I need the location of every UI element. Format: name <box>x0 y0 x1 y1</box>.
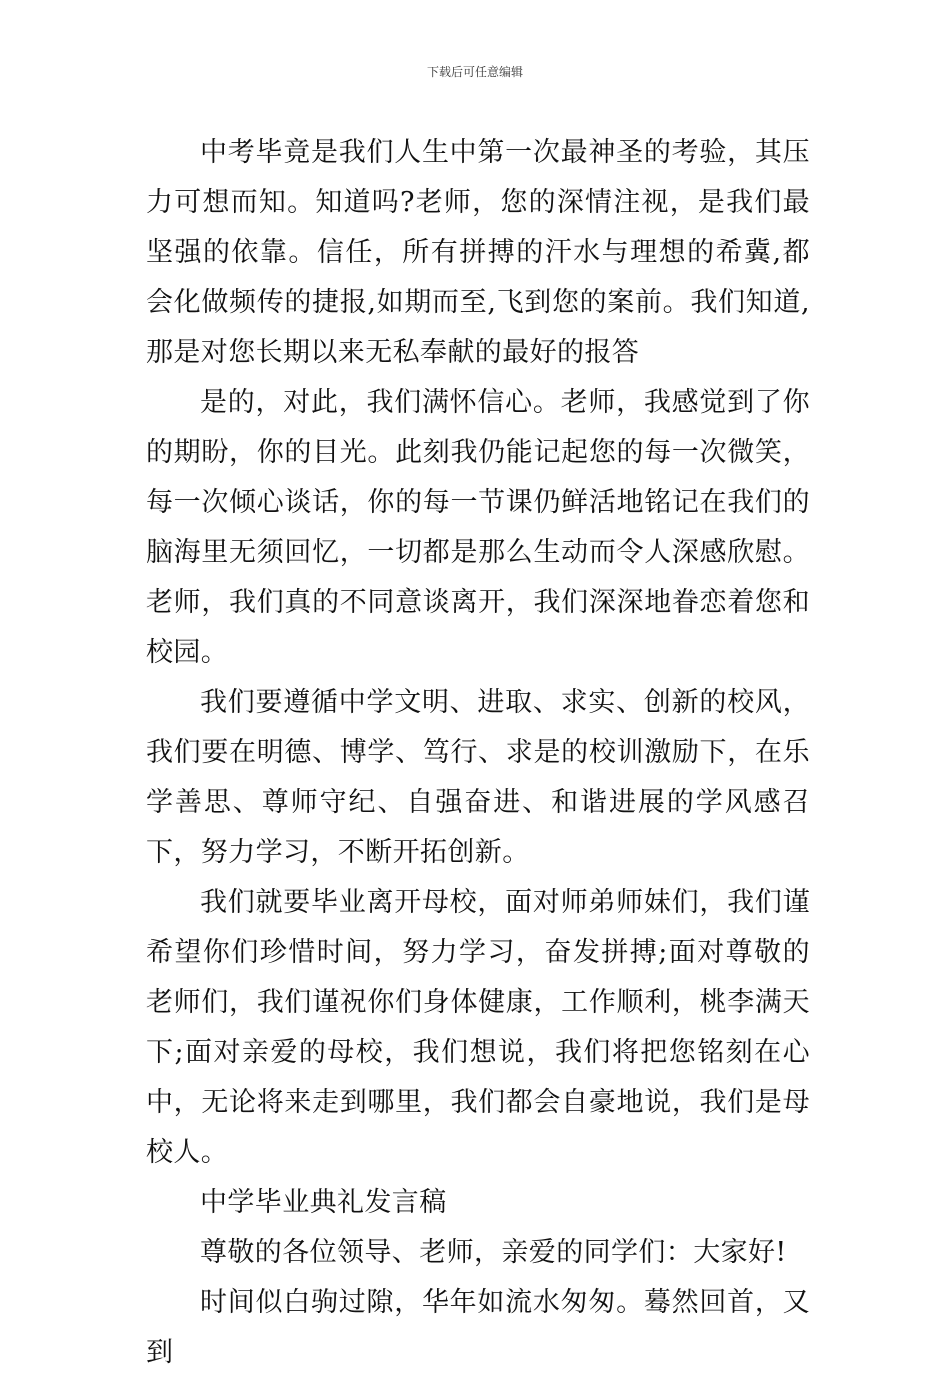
page-header: 下载后可任意编辑 <box>426 65 523 79</box>
paragraph-opening: 时间似白驹过隙，华年如流水匆匆。蓦然回首，又到 <box>146 1287 810 1368</box>
document-body <box>146 128 810 1378</box>
paragraph-1: 中考毕竟是我们人生中第一次最神圣的考验，其压力可想而知。知道吗?老师，您的深情注视，是我们最坚强的依靠。信任，所有拼搏的汗水与理想的希冀,都会化做频传的捷报,如期而至,飞到您的案前。我们知道,那是对您长期以来无私奉献的最好的报答 <box>146 137 810 368</box>
salutation: 尊敬的各位领导、老师，亲爱的同学们：大家好! <box>200 1237 787 1268</box>
paragraph-3: 我们要遵循中学文明、进取、求实、创新的校风，我们要在明德、博学、笃行、求是的校训激励下，在乐学善思、尊师守纪、自强奋进、和谐进展的学风感召下，努力学习，不断开拓创新。 <box>146 687 810 868</box>
paragraph-2: 是的，对此，我们满怀信心。老师，我感觉到了你的期盼，你的目光。此刻我仍能记起您的每一次微笑，每一次倾心谈话，你的每一节课仍鲜活地铭记在我们的脑海里无须回忆，一切都是那么生动而令人深感欣慰。老师，我们真的不同意谈离开，我们深深地眷恋着您和校园。 <box>146 387 810 668</box>
paragraph-4: 我们就要毕业离开母校，面对师弟师妹们，我们谨希望你们珍惜时间，努力学习，奋发拼搏;面对尊敬的老师们，我们谨祝你们身体健康，工作顺利，桃李满天下;面对亲爱的母校，我们想说，我们将把您铭刻在心中，无论将来走到哪里，我们都会自豪地说，我们是母校人。 <box>146 887 810 1168</box>
speech-title: 中学毕业典礼发言稿 <box>200 1187 447 1218</box>
